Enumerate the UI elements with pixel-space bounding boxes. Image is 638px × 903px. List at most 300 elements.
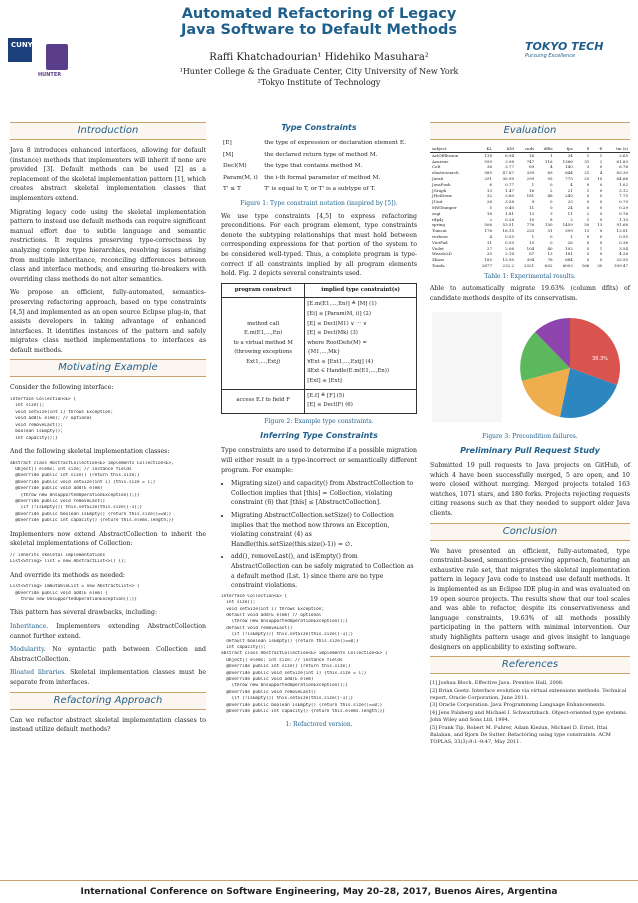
results-cell: 1459 bbox=[562, 222, 573, 228]
results-cell: 0.59 bbox=[505, 239, 514, 245]
results-cell: 399.47 bbox=[614, 262, 628, 268]
inference-bullet: • Migrating AbstractCollection.setSize() to Collection implies that the method now throws an Exception, violating constraint (4) as Handle(this.setSize(this.size()-1)) = ∅. bbox=[231, 511, 417, 549]
results-cell: 13 bbox=[547, 251, 553, 257]
results-cell: 25 bbox=[567, 199, 573, 205]
results-cell: 91.68 bbox=[616, 222, 628, 228]
results-cell: 8 bbox=[550, 216, 553, 222]
code-line: @Override public void removeLast() bbox=[10, 498, 106, 504]
results-cell: 140 bbox=[565, 164, 573, 170]
results-cell: 1.10 bbox=[619, 216, 628, 222]
code-line: {if (!isEmpty()) this.setSize(this.size()-1);} bbox=[221, 632, 354, 638]
results-cell: 10 bbox=[597, 175, 603, 181]
ctab-cell: access E.f to field F bbox=[222, 389, 305, 413]
code-line: @Override public boolean isEmpty() {return this.size()==0;} bbox=[221, 702, 383, 708]
code-line: int capacity();} bbox=[10, 435, 58, 441]
results-cell: 87 bbox=[529, 251, 535, 257]
code-line: {if (!isEmpty()) this.setSize(this.size()-1);} bbox=[221, 696, 354, 702]
results-cell: 31 bbox=[547, 228, 553, 234]
results-cell: 18 bbox=[486, 210, 492, 216]
drawback-text: Implementers extending AbstractCollection cannot further extend. bbox=[10, 622, 206, 640]
notation-cell: Param(M, i) bbox=[223, 174, 258, 181]
drawback-key: Inheritance. bbox=[10, 622, 57, 630]
results-cell: 0 bbox=[599, 228, 603, 234]
motiv-paragraph: This pattern has several drawbacks, including: bbox=[10, 609, 158, 617]
results-cell: 176 bbox=[484, 228, 492, 234]
drawback-text: No syntactic path between Collection and AbstractCollection. bbox=[10, 646, 206, 663]
results-cell: 32 bbox=[486, 193, 492, 199]
poster-title: Automated Refactoring of Legacy Java Software to Default Methods bbox=[181, 6, 457, 38]
code-line: {throw new UnsupportedOperationException();} bbox=[221, 683, 348, 689]
pie-label: 38.3% bbox=[592, 355, 608, 362]
code-line: Object[] elems; int size; // instance fields bbox=[221, 657, 343, 663]
results-cell: 585 bbox=[484, 170, 492, 176]
results-cell: verbose bbox=[432, 233, 448, 239]
results-cell: 11 bbox=[567, 210, 573, 216]
results-cell: 0.55 bbox=[619, 233, 628, 239]
code-listing-interface bbox=[10, 397, 206, 442]
notation-cell: [E] bbox=[223, 140, 232, 146]
code-line: @Override public void removeLast() bbox=[221, 689, 317, 695]
section-type-constraints: Type Constraints bbox=[281, 123, 357, 132]
results-cell: 2 bbox=[550, 187, 553, 193]
results-cell: 0.79 bbox=[619, 199, 628, 205]
results-cell: 13 bbox=[597, 222, 603, 228]
reference-item: [2] Brian Goetz. Interface evolution via virtual extensions methods. Technical report, Oracle Corporation, June 2011. bbox=[430, 687, 627, 702]
ctab-cell: method call E.m(E1,...,En) to a virtual method M (throwing exceptions Ext1,...,Extj) bbox=[222, 298, 305, 389]
results-cell: 6.76 bbox=[619, 164, 628, 170]
results-cell: 299 bbox=[526, 175, 535, 181]
results-cell: 0 bbox=[599, 233, 603, 239]
table-row bbox=[430, 263, 630, 269]
code-line: {throw new UnsupportedOperationException();}} bbox=[10, 492, 140, 498]
code-line: void setSize(int i) throws Exception; bbox=[10, 409, 114, 415]
drawback-item bbox=[10, 622, 206, 641]
column-right bbox=[430, 118, 630, 747]
results-cell: JavaPush bbox=[432, 181, 451, 187]
results-cell: Colt bbox=[432, 164, 441, 170]
results-cell: 644 bbox=[565, 170, 573, 176]
code-line: @Override public void add(E elem) { bbox=[10, 590, 108, 596]
intro-paragraph: Migrating legacy code using the skeletal implementation pattern to instead use default methods can require significant manual effort due to subtle language and semantic restrictions. It requires preserving type-correctness by analyzing complex type hierarchies, resolving issues arising from multiple inheritance, reconciling differences between class and interface methods, and ensuring tie-breakers with overriding class methods do not alter semantics. bbox=[10, 208, 206, 283]
results-cell: 33.95 bbox=[616, 257, 628, 263]
results-cell: 4 bbox=[489, 233, 492, 239]
results-cell: elasticsearch bbox=[432, 170, 459, 176]
results-cell: 46 bbox=[547, 193, 553, 199]
drawback-item bbox=[10, 668, 206, 687]
results-cell: 0 bbox=[599, 216, 603, 222]
code-line: default boolean isEmpty() {return this.size()==0;} bbox=[221, 638, 359, 644]
code-line: @Override public int capacity() {return this.elems.length;}} bbox=[221, 709, 385, 715]
results-cell: 0.26 bbox=[505, 216, 514, 222]
results-table bbox=[430, 146, 630, 269]
code-line: {throw new UnsupportedOperationException();} bbox=[221, 619, 348, 625]
results-cell: 3.65 bbox=[619, 152, 628, 158]
results-cell: 24 bbox=[567, 204, 573, 210]
hunter-logo-text: HUNTER bbox=[38, 72, 62, 78]
results-cell: 3 bbox=[586, 164, 590, 170]
results-cell: 1 bbox=[531, 181, 535, 187]
code-line: @Override public void add(E elem) bbox=[10, 486, 103, 492]
results-cell: 0 bbox=[599, 210, 603, 216]
results-header: cnds bbox=[516, 146, 536, 152]
intro-paragraph: We propose an efficient, fully-automated, semantics-preserving refactoring approach, based on type constraints [4,5] and implemented as an open source Eclipse plug-in, that assists developers in taking advantage of enhanced interfaces. It identifies instances of the pattern and safely migrates class method implementations to interfaces as default methods. bbox=[10, 289, 206, 354]
results-cell: 4 bbox=[570, 181, 573, 187]
results-cell: 13 bbox=[529, 210, 535, 216]
results-cell: 1.81 bbox=[505, 210, 514, 216]
results-cell: 102 bbox=[565, 245, 573, 251]
code-listing-skeletal bbox=[10, 461, 206, 525]
notation-cell: the declared return type of method M. bbox=[264, 151, 378, 158]
figure-3-caption: Figure 3: Precondition failures. bbox=[482, 432, 578, 440]
results-cell: 26 bbox=[486, 199, 492, 205]
pie-svg bbox=[430, 308, 630, 428]
code-line: boolean isEmpty(); bbox=[10, 429, 63, 435]
results-cell: 30 bbox=[597, 262, 603, 268]
results-header: dflts bbox=[536, 146, 554, 152]
results-cell: 5 bbox=[586, 251, 590, 257]
results-cell: 0 bbox=[586, 204, 590, 210]
ctab-header: program construct bbox=[222, 283, 305, 298]
drawback-item bbox=[10, 645, 206, 664]
code-line: void setSize(int i) throws Exception; bbox=[221, 606, 325, 612]
notation-cell: the type that contains method M. bbox=[264, 163, 363, 170]
results-cell: 2.06 bbox=[505, 245, 514, 251]
results-cell: 1.02 bbox=[619, 181, 628, 187]
results-cell: 9 bbox=[531, 199, 535, 205]
results-cell: 2.18 bbox=[505, 251, 514, 257]
results-cell: JHotDraw bbox=[432, 193, 453, 199]
results-cell: 10 bbox=[529, 216, 535, 222]
code-line: default void removeLast() bbox=[221, 625, 293, 631]
motiv-paragraph: And override its methods as needed: bbox=[10, 571, 125, 579]
section-pull-requests: Preliminary Pull Request Study bbox=[460, 446, 600, 456]
code-line: int size(); bbox=[221, 600, 256, 606]
results-header: tm (s) bbox=[604, 146, 630, 152]
results-cell: 76 bbox=[547, 257, 553, 263]
figure-1-caption: Figure 1: Type constraint notation (inspired by [5]). bbox=[240, 199, 398, 207]
results-cell: 0 bbox=[599, 251, 603, 257]
results-cell: 0.29 bbox=[619, 204, 628, 210]
results-cell: 399 bbox=[565, 228, 573, 234]
ctab-cell: [E.m(E1,...,En)] ≜ [M] (1) [Ei] ≤ [Param(M, i)] (2) [E] ≤ Decl(M1) ∨ ··· ∨ [E] ≤ Decl(Mk) (3) where RootDefs(M) = {M1,...,Mk} ∀Ext ≤ [Ext1,...,Extj] (4) ∃Ext ∈ Handle(E.m(E1,...,En)) [Ext] ≤ [Ext] bbox=[305, 298, 417, 389]
results-cell: 31 bbox=[584, 158, 590, 164]
figure-2-caption: Figure 2: Example type constraints. bbox=[264, 417, 374, 425]
results-cell: 291 bbox=[484, 175, 492, 181]
results-cell: 4 bbox=[550, 164, 553, 170]
pull-paragraph: Submitted 19 pull requests to Java projects on GitHub, of which 4 have been successfully merged, 5 are open, and 10 were closed without merging. Merged projects totaled 163 watches, 1071 stars, and 180 forks. Projects rejecting requests citing reasons such as that they needed to support older Java clients. bbox=[430, 462, 630, 518]
results-cell: Wezzle2D bbox=[432, 251, 452, 257]
results-cell: 0 bbox=[550, 233, 553, 239]
section-motivating-example: Motivating Example bbox=[10, 359, 206, 377]
results-cell: 11 bbox=[486, 239, 492, 245]
results-header: KL bbox=[474, 146, 494, 152]
results-cell: ArtOfIllusion bbox=[432, 152, 459, 158]
results-cell: 0 bbox=[599, 239, 603, 245]
code-line: @Override public void setSize(int i) {this.size = i;} bbox=[221, 670, 367, 676]
results-cell: 61.83 bbox=[616, 158, 628, 164]
listing-1-caption: 1: Refactored version. bbox=[285, 721, 353, 729]
results-cell: 0 bbox=[586, 239, 590, 245]
results-cell: 3.60 bbox=[505, 193, 514, 199]
results-header: fps bbox=[555, 146, 575, 152]
notation-cell: [M] bbox=[223, 151, 234, 158]
code-listing-refactored bbox=[221, 594, 417, 716]
code-line: // inherits skeletal implementations bbox=[10, 552, 106, 558]
results-cell: 0 bbox=[599, 199, 603, 205]
drawback-key: Bloated libraries. bbox=[10, 669, 71, 677]
code-listing-inherit bbox=[10, 553, 206, 566]
results-cell: 69 bbox=[529, 164, 535, 170]
notation-cell: T' ≤ T bbox=[223, 186, 241, 193]
results-cell: 599 bbox=[484, 158, 492, 164]
drawback-key: Modularity. bbox=[10, 646, 53, 654]
types-paragraph: We use type constraints [4,5] to express refactoring preconditions. For each program element, type constraints denote the subtyping relationships that must hold between corresponding expressions for that portion of the system to be considered well-typed. Thus, a complete program is type-correct if all constraints implied by all program elements hold. Fig. 2 depicts several constraints used. bbox=[221, 212, 417, 278]
results-cell: 34 bbox=[567, 152, 573, 158]
authors: Raffi Khatchadourian¹ Hidehiko Masuhara² bbox=[209, 52, 429, 63]
notation-cell: the i-th formal parameter of method M. bbox=[264, 174, 381, 181]
results-cell: 104 bbox=[526, 245, 535, 251]
notation-cell: Decl(M) bbox=[223, 163, 247, 170]
affiliations: ¹Hunter College & the Graduate Center, City University of New York ²Tokyo Institute of Technology bbox=[179, 67, 459, 87]
results-cell: 3.12 bbox=[619, 187, 628, 193]
results-cell: 13 bbox=[486, 187, 492, 193]
results-cell: 2 bbox=[489, 216, 492, 222]
results-cell: 1 bbox=[531, 233, 535, 239]
results-cell: 1 bbox=[599, 152, 603, 158]
column-middle bbox=[221, 118, 417, 733]
results-cell: 4.26 bbox=[619, 251, 628, 257]
code-line: @Override public int size() {return this.size;} bbox=[10, 473, 140, 479]
results-cell: spring bbox=[432, 222, 445, 228]
results-cell: 0 bbox=[550, 181, 553, 187]
ctab-header: implied type constraint(s) bbox=[305, 283, 417, 298]
results-cell: JGraph bbox=[432, 187, 447, 193]
results-cell: Java8 bbox=[432, 175, 444, 181]
results-cell: 506 bbox=[484, 222, 492, 228]
ctab-cell: [E.f] ≜ [F] (5) [E] ≤ Decl(F) (6) bbox=[305, 389, 417, 413]
code-line: interface Collection<E> { bbox=[10, 397, 77, 403]
results-cell: osgi bbox=[432, 210, 441, 216]
results-cell: 13 bbox=[584, 228, 590, 234]
results-cell: 0 bbox=[586, 199, 590, 205]
results-cell: 1 bbox=[599, 245, 603, 251]
results-cell: 6003 bbox=[562, 262, 573, 268]
inference-bullet: • add(), removeLast(), and isEmpty() from AbstractCollection can be safely migrated to Collection as a default method (Lst. 1) since there are no type constraint violations. bbox=[231, 552, 417, 590]
section-evaluation: Evaluation bbox=[430, 122, 630, 140]
notation-table bbox=[221, 138, 417, 196]
code-line: @Override public void setSize(int i) {this.size = i;} bbox=[10, 479, 156, 485]
pie-slices bbox=[520, 318, 620, 418]
results-cell: ZKoss bbox=[432, 257, 445, 263]
results-cell: 83.30 bbox=[616, 170, 628, 176]
results-cell: 21 bbox=[584, 170, 590, 176]
results-cell: 5 bbox=[586, 245, 590, 251]
code-line: interface Collection<E> { bbox=[221, 593, 288, 599]
results-cell: 0.77 bbox=[505, 181, 514, 187]
tokyo-tech-logo: TOKYO TECH Pursuing Excellence bbox=[525, 40, 604, 59]
conclusion-paragraph: We have presented an efficient, fully-automated, type constraint-based, semantics-preserving approach, featuring an exhaustive rule set, that migrates the skeletal implementation pattern in legacy Java code to instead use default methods. It is implemented as an Eclipse IDE plug-in and was evaluated on 19 open source projects. The results show that our tool scales and was able to refactor, despite its conservativeness and language constraints, 19.63% of all methods possibly participating in the pattern with minimal intervention. Our study highlights pattern usage and gives insight to language designers on applicability to existing software. bbox=[430, 547, 630, 651]
results-cell: 3321 bbox=[524, 262, 535, 268]
drawbacks-list bbox=[10, 622, 206, 688]
results-cell: 240 bbox=[565, 193, 573, 199]
results-cell: 27 bbox=[486, 245, 492, 251]
code-line: @Override public int capacity() {return this.elems.length;}} bbox=[10, 518, 174, 524]
results-cell: Azureus bbox=[432, 158, 449, 164]
code-line: @Override public int size() {return this.size;} bbox=[221, 664, 351, 670]
references-list bbox=[430, 680, 630, 747]
section-references: References bbox=[430, 656, 630, 674]
results-cell: 3.98 bbox=[505, 158, 514, 164]
results-cell: 47.87 bbox=[502, 170, 514, 176]
cuny-logo: CUNY bbox=[8, 38, 32, 62]
reference-item: [1] Joshua Bloch. Effective Java. Prentice Hall, 2008. bbox=[430, 680, 564, 687]
results-header: KM bbox=[494, 146, 516, 152]
motiv-paragraph: Consider the following interface: bbox=[10, 384, 114, 392]
results-header: δ bbox=[575, 146, 592, 152]
code-line: abstract class AbstractCollection<E> implements Collection<E> { bbox=[221, 651, 388, 657]
pie-legend bbox=[432, 312, 502, 422]
results-cell: 0.36 bbox=[619, 239, 628, 245]
infer-paragraph: Type constraints are used to determine if a possible migration will either result in a type-incorrect or semantically different program. For example: bbox=[221, 447, 417, 474]
results-cell: 16 bbox=[529, 152, 535, 158]
results-cell: 1.47 bbox=[505, 187, 514, 193]
results-cell: 1 bbox=[586, 152, 590, 158]
results-cell: 7.75 bbox=[619, 193, 628, 199]
reference-item: [3] Oracle Corporation. Java Programming Language Enhancements. bbox=[430, 702, 606, 709]
results-cell: 602 bbox=[544, 262, 553, 268]
section-inferring: Inferring Type Constraints bbox=[260, 431, 378, 441]
results-cell: 36 bbox=[486, 164, 492, 170]
results-header: subject bbox=[430, 146, 474, 152]
motiv-paragraph: And the following skeletal implementation classes: bbox=[10, 447, 170, 455]
code-listing-override bbox=[10, 584, 206, 603]
results-cell: 0 bbox=[599, 164, 603, 170]
results-cell: 0.55 bbox=[505, 233, 514, 239]
results-cell: 0 bbox=[586, 233, 590, 239]
results-cell: 776 bbox=[526, 222, 535, 228]
code-line: void removeLast(); bbox=[10, 422, 63, 428]
results-cell: 166 bbox=[581, 262, 590, 268]
code-line: abstract class AbstractCollection<E> implements Collection<E>, bbox=[10, 460, 174, 466]
results-cell: 2677 bbox=[481, 262, 492, 268]
code-line: List<String> immutableList = new AbstractList<> { bbox=[10, 584, 140, 590]
results-cell: 6.94 bbox=[505, 152, 514, 158]
code-line: void add(E elem); // optional bbox=[10, 416, 92, 422]
results-cell: 15 bbox=[529, 239, 535, 245]
results-cell: 0 bbox=[550, 204, 553, 210]
footer-conference: International Conference on Software Engineering, May 20–28, 2017, Buenos Aires, Argentina bbox=[0, 880, 638, 902]
code-line: @Override public boolean isEmpty() {return this.size()==0;} bbox=[10, 511, 172, 517]
results-cell: 775 bbox=[565, 175, 573, 181]
results-cell: 21 bbox=[567, 187, 573, 193]
motiv-paragraph: Implementers now extend AbstractCollection to inherit the skeletal implementations of Collection: bbox=[10, 530, 206, 548]
results-cell: 181 bbox=[526, 193, 535, 199]
results-cell: 0.76 bbox=[619, 210, 628, 216]
results-cell: 16 bbox=[529, 187, 535, 193]
precondition-pie-chart bbox=[430, 308, 630, 428]
results-cell: 0 bbox=[599, 204, 603, 210]
results-cell: 0 bbox=[586, 181, 590, 187]
results-cell: 11 bbox=[529, 204, 535, 210]
inference-bullet: • Migrating size() and capacity() from AbstractCollection to Collection implies that [this] = Collection, violating constraint (6) that [this] ≤ [AbstractCollection]. bbox=[231, 479, 417, 508]
code-line: Object[] elems; int size; // instance fields bbox=[10, 466, 132, 472]
results-cell: 3 bbox=[550, 210, 553, 216]
results-cell: 0.40 bbox=[505, 204, 514, 210]
constraints-table bbox=[221, 283, 417, 414]
results-cell: 2 bbox=[586, 210, 590, 216]
results-cell: 69 bbox=[547, 170, 553, 176]
results-cell: 0 bbox=[599, 187, 603, 193]
inference-bullets bbox=[231, 479, 417, 591]
results-cell: JUnit bbox=[432, 199, 443, 205]
results-cell: 0 bbox=[599, 181, 603, 187]
code-line: int capacity(); bbox=[221, 645, 266, 650]
table-1-caption: Table 1: Experimental results. bbox=[484, 272, 576, 280]
code-line: throw new UnsupportedOperationException();}} bbox=[10, 596, 137, 602]
results-cell: 0 bbox=[550, 199, 553, 205]
code-line: List<String> list = new AbstractList<>() {}; bbox=[10, 559, 127, 565]
results-cell: 53.51 bbox=[502, 222, 514, 228]
results-cell: 181 bbox=[565, 251, 573, 257]
results-cell: 232.2 bbox=[502, 262, 514, 268]
results-cell: 0 bbox=[586, 193, 590, 199]
code-line: default void add(E elem) // optional bbox=[221, 612, 322, 618]
drawback-text: Skeletal implementation classes must be separate from interfaces. bbox=[10, 669, 206, 686]
code-line: int size(); bbox=[10, 403, 45, 409]
results-cell: 6 bbox=[489, 181, 492, 187]
poster-header bbox=[0, 0, 638, 118]
results-cell: VietPad bbox=[432, 239, 448, 245]
results-cell: 4 bbox=[599, 170, 603, 176]
results-cell: 1 bbox=[550, 152, 553, 158]
results-cell: 64.66 bbox=[616, 175, 628, 181]
results-cell: 118 bbox=[484, 152, 492, 158]
intro-paragraph: Java 8 introduces enhanced interfaces, allowing for default (instance) methods that implementers will inherit if none are provided [3]. Default methods can be used [2] as a replacement of the skeletal implementation pattern [1], which creates abstract skeletal implementation classes that implementers extend. bbox=[10, 147, 206, 202]
results-cell: 50 bbox=[584, 222, 590, 228]
results-cell: 2 bbox=[570, 216, 573, 222]
notation-cell: T' is equal to T, or T' is a subtype of T. bbox=[264, 186, 376, 193]
results-cell: 684 bbox=[565, 257, 573, 263]
results-cell: 2 bbox=[599, 158, 603, 164]
code-line: @Override public void add(E elem) bbox=[221, 677, 314, 683]
results-cell: 3.77 bbox=[505, 164, 514, 170]
results-cell: 0 bbox=[599, 257, 603, 263]
eval-paragraph: Able to automatically migrate 19.63% (column dflts) of candidate methods despite of its conservatism. bbox=[430, 285, 630, 302]
refac-paragraph: Can we refactor abstract skeletal implementation classes to instead utilize default methods? bbox=[10, 716, 206, 734]
results-cell: Totals: bbox=[432, 262, 446, 268]
results-cell: 1 bbox=[586, 187, 590, 193]
results-cell: 35 bbox=[486, 251, 492, 257]
results-cell: 5 bbox=[489, 204, 492, 210]
notation-cell: the type of expression or declaration element E. bbox=[264, 140, 407, 146]
results-cell: Violet bbox=[432, 245, 444, 251]
results-cell: 150 bbox=[544, 222, 553, 228]
section-introduction: Introduction bbox=[10, 122, 206, 140]
results-cell: 116 bbox=[544, 158, 553, 164]
section-refactoring-approach: Refactoring Approach bbox=[10, 692, 206, 710]
results-cell: 185 bbox=[484, 257, 492, 263]
results-cell: 15.95 bbox=[502, 257, 514, 263]
results-cell: 13.81 bbox=[616, 228, 628, 234]
results-cell: 30.99 bbox=[502, 175, 514, 181]
results-cell: 1 bbox=[586, 216, 590, 222]
code-line: {if (!isEmpty()) this.setSize(this.size()-1);} bbox=[10, 505, 143, 511]
results-cell: 0 bbox=[599, 193, 603, 199]
results-cell: 93 bbox=[547, 175, 553, 181]
results-cell: MWDumper bbox=[432, 204, 457, 210]
results-cell: 747 bbox=[526, 158, 535, 164]
results-cell: 26 bbox=[567, 239, 573, 245]
